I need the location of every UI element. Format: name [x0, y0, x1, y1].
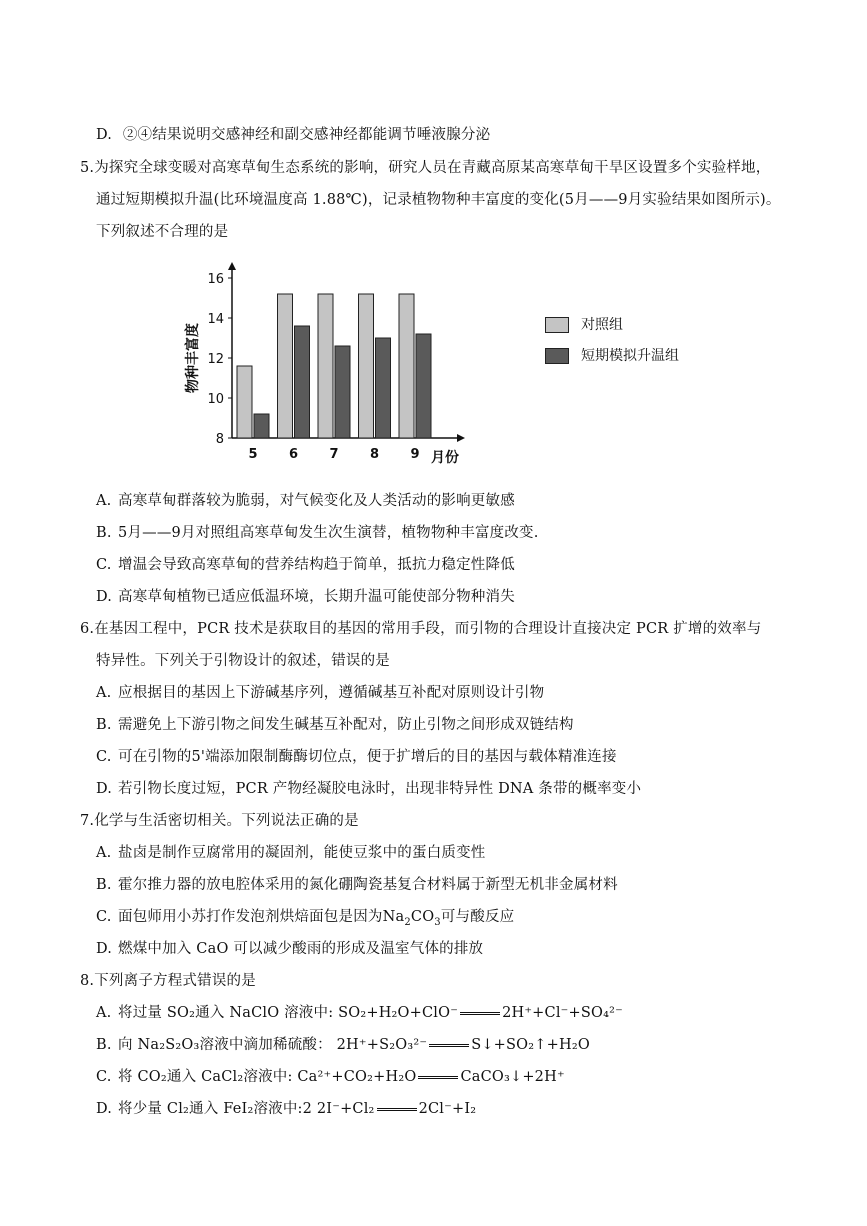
q6-stem-line1: 6.在基因工程中，PCR 技术是获取目的基因的常用手段，而引物的合理设计直接决定 PCR 扩增的效率与 — [80, 621, 762, 637]
option-label: A. — [96, 845, 112, 861]
option-text: 高寒草甸群落较为脆弱，对气候变化及人类活动的影响更敏感 — [118, 493, 515, 509]
q6-option-b — [96, 715, 574, 735]
q6-stem-line2: 特异性。下列关于引物设计的叙述，错误的是 — [96, 653, 390, 669]
option-text: 5月——9月对照组高寒草甸发生次生演替，植物物种丰富度改变. — [118, 525, 539, 541]
q6-option-c — [96, 747, 617, 767]
option-text: 面包师用小苏打作发泡剂烘焙面包是因为Na — [118, 909, 405, 925]
y-axis-label: 物种丰富度 — [185, 323, 201, 393]
q7-stem: 7.化学与生活密切相关。下列说法正确的是 — [80, 813, 359, 829]
option-label: D. — [96, 781, 113, 797]
option-label: C. — [96, 1069, 112, 1085]
x-tick-label: 7 — [329, 447, 339, 462]
option-text: 高寒草甸植物已适应低温环境，长期升温可能使部分物种消失 — [118, 589, 515, 605]
option-label: B. — [96, 717, 112, 733]
equation-right: 2H⁺+Cl⁻+SO₄²⁻ — [502, 1005, 623, 1021]
bar-control — [278, 294, 293, 438]
y-tick-label: 16 — [207, 272, 224, 287]
bar-warming — [254, 414, 269, 438]
option-label: B. — [96, 525, 112, 541]
y-tick-label: 14 — [207, 312, 224, 327]
option-label: A. — [96, 1005, 112, 1021]
legend-item-control — [545, 314, 623, 334]
option-text: CO — [410, 909, 435, 925]
equation-left: 向 Na₂S₂O₃溶液中滴加稀硫酸： 2H⁺+S₂O₃²⁻ — [118, 1037, 428, 1053]
option-text: 需避免上下游引物之间发生碱基互补配对，防止引物之间形成双链结构 — [118, 717, 574, 733]
option-text: 若引物长度过短，PCR 产物经凝胶电泳时，出现非特异性 DNA 条带的概率变小 — [118, 781, 642, 797]
option-text: 可在引物的5'端添加限制酶酶切位点，便于扩增后的目的基因与载体精准连接 — [118, 749, 617, 765]
q8-option-d — [96, 1099, 476, 1119]
subscript: 2 — [404, 916, 411, 928]
x-tick-label: 5 — [248, 447, 258, 462]
bar-warming — [335, 346, 350, 438]
option-label: A. — [96, 685, 112, 701]
bar-warming — [295, 326, 310, 438]
bar-warming — [376, 338, 391, 438]
x-tick-label: 9 — [410, 447, 420, 462]
q7-option-a — [96, 843, 486, 863]
x-tick-label: 6 — [288, 447, 299, 462]
option-label: B. — [96, 877, 112, 893]
legend-swatch-control — [545, 317, 569, 333]
option-label: D. — [96, 1101, 113, 1117]
q6-option-d — [96, 779, 641, 799]
q7-option-d — [96, 939, 483, 959]
equation-left: 将 CO₂通入 CaCl₂溶液中: Ca²⁺+CO₂+H₂O — [118, 1069, 417, 1085]
q8-option-b — [96, 1035, 590, 1055]
equation-right: CaCO₃↓+2H⁺ — [460, 1069, 565, 1085]
x-axis-label: 月份 — [431, 450, 459, 466]
option-text: 增温会导致高寒草甸的营养结构趋于简单，抵抗力稳定性降低 — [118, 557, 515, 573]
option-text: ②④结果说明交感神经和副交感神经都能调节唾液腺分泌 — [122, 127, 491, 143]
species-richness-bar-chart — [175, 252, 475, 467]
bar-warming — [416, 334, 431, 438]
option-label: D. — [96, 589, 113, 605]
q5-option-d — [96, 587, 515, 607]
q5-stem-line2: 通过短期模拟升温(比环境温度高 1.88℃)，记录植物物种丰富度的变化(5月——9月实验结果如图所示)。 — [96, 192, 781, 208]
x-tick-label: 8 — [369, 447, 380, 462]
q6-option-a — [96, 683, 544, 703]
bar-control — [237, 366, 252, 438]
option-label: C. — [96, 557, 112, 573]
bar-control — [318, 294, 333, 438]
equation-left: 将少量 Cl₂通入 FeI₂溶液中:2 2I⁻+Cl₂ — [118, 1101, 375, 1117]
legend-swatch-warming — [545, 348, 569, 364]
option-label: C. — [96, 909, 112, 925]
option-label: A. — [96, 493, 112, 509]
equation-left: 将过量 SO₂通入 NaClO 溶液中: SO₂+H₂O+ClO⁻ — [118, 1005, 459, 1021]
option-text: 燃煤中加入 CaO 可以减少酸雨的形成及温室气体的排放 — [118, 941, 484, 957]
x-axis-arrow — [457, 434, 465, 442]
option-label: D. — [96, 127, 113, 143]
option-text: 霍尔推力器的放电腔体采用的氮化硼陶瓷基复合材料属于新型无机非金属材料 — [118, 877, 618, 893]
q4-option-d — [96, 125, 490, 145]
q8-option-a — [96, 1003, 623, 1023]
equals-sign — [418, 1076, 458, 1079]
equation-right: 2Cl⁻+I₂ — [418, 1101, 477, 1117]
legend-item-warming — [545, 345, 679, 365]
y-tick-label: 8 — [215, 432, 224, 447]
q5-option-c — [96, 555, 515, 575]
legend-label-control: 对照组 — [581, 317, 623, 333]
subscript: 3 — [434, 916, 441, 928]
q7-option-b — [96, 875, 618, 895]
q5-option-b — [96, 523, 539, 543]
option-text: 可与酸反应 — [440, 909, 515, 925]
q8-option-c — [96, 1067, 565, 1087]
y-tick-label: 12 — [207, 352, 224, 367]
equals-sign — [460, 1012, 500, 1015]
y-axis-arrow — [228, 262, 236, 270]
option-text: 应根据目的基因上下游碱基序列，遵循碱基互补配对原则设计引物 — [118, 685, 545, 701]
option-label: C. — [96, 749, 112, 765]
y-tick-label: 10 — [207, 392, 224, 407]
q5-stem-line3: 下列叙述不合理的是 — [96, 224, 229, 240]
option-label: B. — [96, 1037, 112, 1053]
equals-sign — [429, 1044, 469, 1047]
q5-option-a — [96, 491, 515, 511]
option-text: 盐卤是制作豆腐常用的凝固剂，能使豆浆中的蛋白质变性 — [118, 845, 486, 861]
q7-option-c — [96, 907, 514, 927]
bar-control — [359, 294, 374, 438]
equation-right: S↓+SO₂↑+H₂O — [471, 1037, 590, 1053]
equals-sign — [377, 1108, 417, 1111]
option-label: D. — [96, 941, 113, 957]
legend-label-warming: 短期模拟升温组 — [581, 348, 679, 364]
q5-stem-line1: 5.为探究全球变暖对高寒草甸生态系统的影响，研究人员在青藏高原某高寒草甸干旱区设置多个实验样地， — [80, 160, 771, 176]
q8-stem: 8.下列离子方程式错误的是 — [80, 973, 256, 989]
bar-control — [399, 294, 414, 438]
